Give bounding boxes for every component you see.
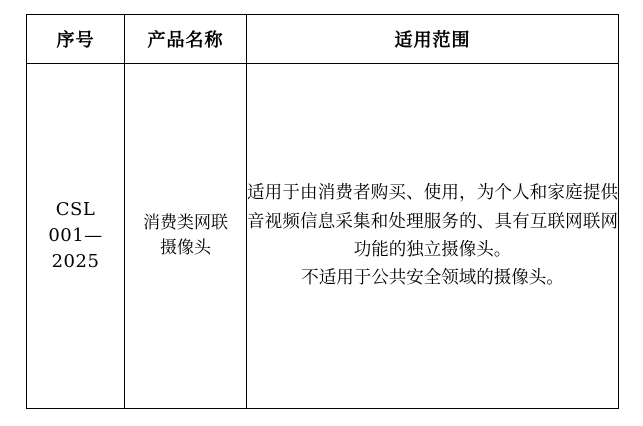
cell-product-name xyxy=(125,64,247,409)
serial-number-line-2: 001—2025 xyxy=(48,224,103,273)
table-row xyxy=(27,64,619,409)
table-header xyxy=(27,15,619,64)
product-name-line-2: 摄像头 xyxy=(160,238,211,258)
cell-serial-number xyxy=(27,64,125,409)
scope-paragraph-exclusion: 不适用于公共安全领域的摄像头。 xyxy=(301,268,564,289)
serial-number-line-1: CSL xyxy=(55,198,96,220)
column-header-applicable-scope: 适用范围 xyxy=(247,15,619,64)
column-header-product-name: 产品名称 xyxy=(125,15,247,64)
column-header-serial-number: 序号 xyxy=(27,15,125,64)
cell-applicable-scope xyxy=(247,64,619,409)
table-body xyxy=(27,64,619,409)
product-name-line-1: 消费类网联 xyxy=(143,212,228,233)
scope-paragraph-inclusion: 适用于由消费者购买、使用，为个人和家庭提供音视频信息采集和处理服务的、具有互联网联网功能的独立摄像头。 xyxy=(247,183,618,260)
product-scope-table xyxy=(26,14,619,409)
table-header-row xyxy=(27,15,619,64)
